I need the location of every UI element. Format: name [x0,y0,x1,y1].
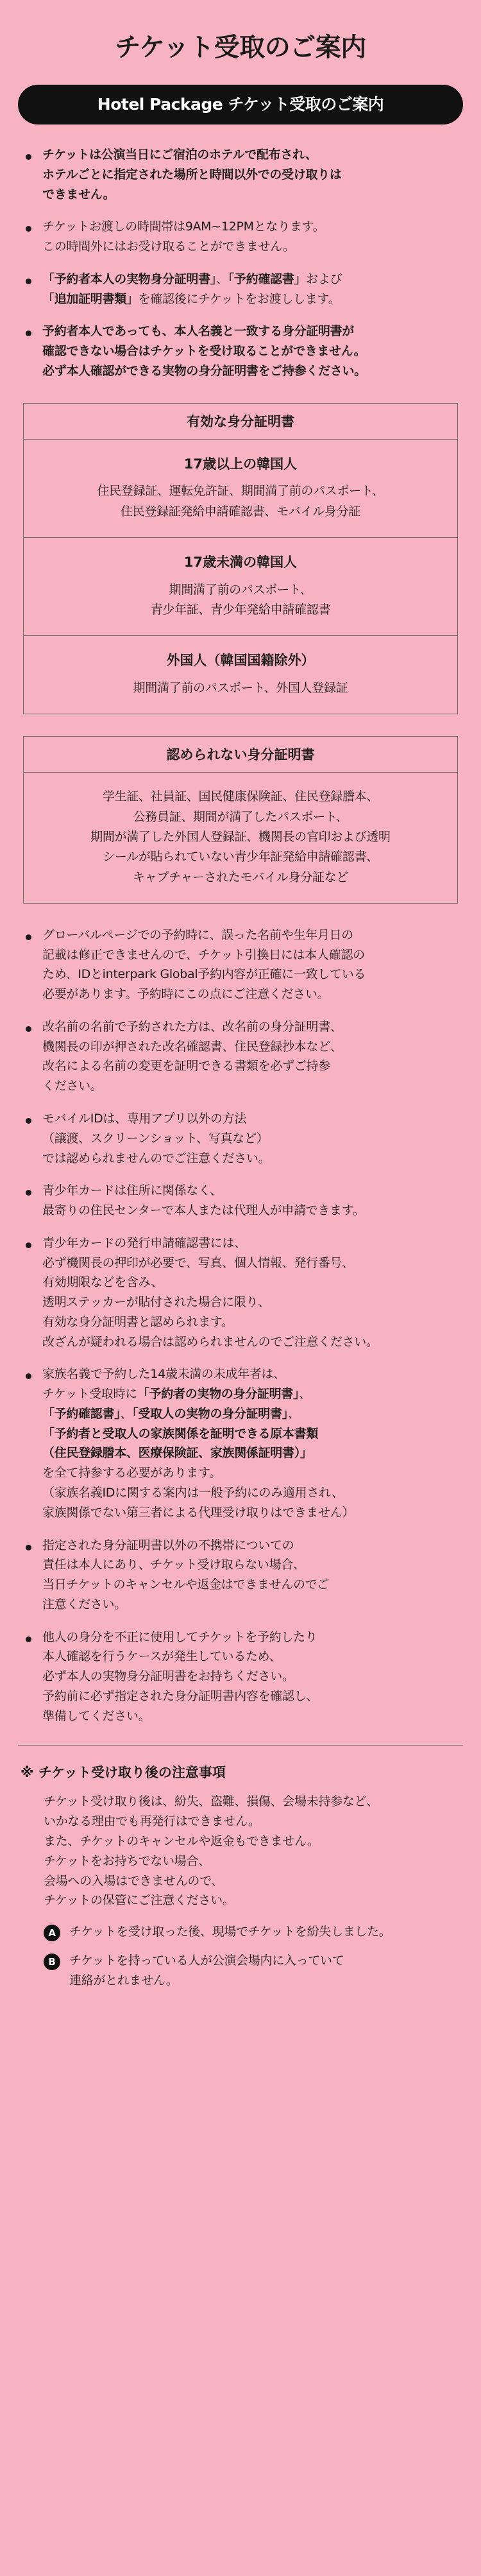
bullet-line: 確認できない場合はチケットを受け取ることができません。 [42,344,366,359]
text: 予約前に必ず指定された身分証明書内容を確認し、 [42,1688,319,1703]
notes-case-line: チケットを受け取った後、現場でチケットを紛失しました。 [69,1925,391,1939]
notes-line: また、チケットのキャンセルや返金もできません。 [44,1833,319,1848]
bold-text: 「追加証明書類」 [42,291,139,306]
bullet-line [42,1595,459,1615]
text: 準備してください。 [42,1708,151,1723]
notes-case-item [18,1922,463,1942]
text: 指定された身分証明書以外の不携帯についての [42,1538,294,1552]
text: 家族名義で予約した14歳未満の未成年者は、 [42,1367,285,1382]
text: 最寄りの住民センターで本人または代理人が申請できます。 [42,1203,365,1218]
bold-text: 「予約者と受取人の家族関係を証明できる原本書類 [42,1426,319,1441]
bullet-item [22,1181,459,1221]
bold-text: 「予約確認書」 [228,271,307,286]
cell-title: 17歳未満の韓国人 [183,554,298,570]
bullet-line [42,289,459,309]
text: モバイルIDは、専用アプリ以外の方法 [42,1112,247,1126]
text: 、 [120,1406,133,1421]
bullet-line [42,1076,459,1096]
text: 改名による名前の変更を証明できる書類を必ずご持参 [42,1059,330,1074]
bullet-line: チケットお渡しの時間帯は9AM~12PMとなります。 [42,219,325,234]
text: を確認後にチケットをお渡しします。 [138,291,341,306]
bullet-line [42,1443,459,1463]
circled-letter-icon: A [44,1925,60,1941]
bullet-line: 必ず本人確認ができる実物の身分証明書をご持参ください。 [42,363,366,378]
bullet-line: できません。 [42,187,115,202]
bullet-line [42,1575,459,1595]
bullet-line [42,1555,459,1575]
bullet-line [42,1273,459,1292]
text: （家族名義IDに関する案内は一般予約にのみ適用され、 [42,1486,344,1500]
bullet-line: ホテルごとに指定された場所と時間以外での受け取りは [42,167,342,182]
notes-case-line: 連絡がとれません。 [69,1973,178,1988]
cell-line: 住民登録証発給申請確認書、モバイル身分証 [120,504,360,519]
bullet-line [42,1149,459,1169]
page-title: チケット受取のご案内 [115,33,366,62]
bullet-item [22,322,459,381]
text: 改名前の名前で予約された方は、改名前の身分証明書、 [42,1019,342,1034]
text: グローバルページでの予約時に、誤った名前や生年月日の [42,927,353,942]
bullet-line [42,1627,459,1647]
notes-line: チケットの保管にご注意ください。 [44,1893,235,1908]
text: 青少年カードは住所に関係なく、 [42,1183,223,1198]
text: 改ざんが疑われる場合は認められませんのでご注意ください。 [42,1334,378,1349]
text: 、 [216,271,228,286]
text: 家族関係でない第三者による代理受け取りはできません） [42,1505,355,1520]
bullet-line [42,1687,459,1706]
bullet-line: チケットは公演当日にご宿泊のホテルで配布され、 [42,148,317,162]
bullet-line: 予約者本人であっても、本人名義と一致する身分証明書が [42,324,355,339]
bullet-line [42,965,459,984]
bullet-item [22,925,459,1004]
text: 必ず本人の実物身分証明書をお持ちください。 [42,1669,294,1684]
cell-line: 住民登録証、運転免許証、期間満了前のパスポート、 [97,484,384,499]
notes-case-item [18,1951,463,1991]
bold-text: 「予約確認書」 [42,1406,121,1421]
bullet-line [42,1292,459,1312]
bullet-line [42,1056,459,1076]
notes-line: チケット受け取り後は、紛失、盗難、損傷、会場未持参など、 [44,1794,378,1809]
bullet-item [22,1364,459,1522]
cell-body [31,481,450,522]
notes-line: 会場への入場はできませんので、 [44,1873,224,1888]
valid-id-table [23,403,458,715]
bullet-line [42,1706,459,1726]
bullet-line [42,1404,459,1424]
bullet-item [22,270,459,309]
text: ください。 [42,1079,103,1094]
bullet-line [42,1129,459,1149]
notes-line: いかなる理由でも再発行はできません。 [44,1814,260,1829]
bullet-line [42,1483,459,1503]
notes-body [18,1792,463,1911]
text: 有効期限などを含み、 [42,1275,164,1290]
text: 本人確認を行うケースが発生しているため、 [42,1649,282,1664]
bullet-line [42,925,459,945]
bullet-line [42,1536,459,1556]
bullet-line [42,1332,459,1352]
text: 、 [299,1387,311,1402]
cell-line: 青少年証、青少年発給申請確認書 [150,602,331,617]
bullet-line [42,1424,459,1444]
text: を全て持参する必要があります。 [42,1466,221,1481]
notes-line: チケットをお持ちでない場合、 [44,1853,210,1868]
text: 青少年カードの発行申請確認書には、 [42,1235,246,1250]
text: 必ず機関長の押印が必要で、写真、個人情報、発行番号、 [42,1255,354,1270]
text: 記載は修正できませんので、チケット引換日には本人確認の [42,947,365,962]
notes-items [18,1922,463,1990]
bullet-line [42,1503,459,1523]
bullet-item [22,217,459,257]
bullet-line [42,270,459,289]
bullet-item [22,1017,459,1096]
bullet-line [42,1109,459,1129]
notes-title: ※ チケット受け取り後の注意事項 [21,1765,226,1781]
valid-id-table-cell [24,440,457,538]
bullet-line: この時間外にはお受け取ることができません。 [42,239,295,254]
text: 機関長の印が押された改名確認書、住民登録抄本など、 [42,1039,342,1054]
text: （譲渡、スクリーンショット、写真など） [42,1131,269,1146]
text: 当日チケットのキャンセルや返金はできませんのでご [42,1577,330,1592]
cell-line: キャプチャーされたモバイル身分証など [132,870,349,884]
text: 注意ください。 [42,1597,126,1611]
bold-text: 「予約者の実物の身分証明書」 [137,1387,300,1402]
cell-line: シールが貼られていない青少年証発給申請確認書、 [103,850,378,864]
bullet-line [42,1017,459,1037]
bullet-item [22,145,459,204]
bullet-line [42,984,459,1004]
bullet-item [22,1536,459,1615]
valid-id-table-header: 有効な身分証明書 [24,404,457,440]
cell-line: 期間満了前のパスポート、 [169,582,312,597]
text: ため、IDとinterpark Global予約内容が正確に一致している [42,967,366,982]
text: および [306,271,342,286]
cell-body [31,678,450,698]
cell-line: 期間満了前のパスポート、外国人登録証 [133,680,348,695]
cell-title: 17歳以上の韓国人 [183,456,298,472]
bullet-list-bottom [18,925,463,1726]
text: 、 [287,1406,300,1421]
circled-letter-icon: B [44,1953,60,1970]
valid-id-table-cell [24,538,457,636]
text: 他人の身分を不正に使用してチケットを予約したり [42,1629,317,1644]
bullet-line [42,1253,459,1273]
bullet-line [42,1201,459,1221]
bullet-list-top [18,145,463,381]
bold-text: 「予約者本人の実物身分証明書」 [42,271,217,286]
cell-title: 外国人（韓国国籍除外） [166,653,315,669]
bullet-line [42,945,459,965]
valid-id-table-cell [24,636,457,714]
cell-line: 期間が満了した外国人登録証、機関長の官印および透明 [90,829,391,844]
bullet-line [42,1233,459,1253]
invalid-id-table [23,736,458,904]
bullet-line [42,1312,459,1332]
bullet-line [42,1037,459,1057]
bold-text: 「受取人の実物の身分証明書」 [132,1406,288,1421]
bullet-item [22,1233,459,1352]
invalid-id-table-header: 認められない身分証明書 [24,737,457,773]
text: 責任は本人にあり、チケット受け取らない場合、 [42,1558,305,1572]
section-header-pill: Hotel Package チケット受取のご案内 [18,85,463,125]
bullet-line [42,1463,459,1483]
cell-line: 公務員証、期間が満了したパスポート、 [133,809,348,824]
bullet-line [42,1181,459,1201]
invalid-id-list [31,787,450,888]
bullet-item [22,1109,459,1168]
text: 有効な身分証明書と認められます。 [42,1314,233,1329]
divider [18,1745,463,1746]
bullet-line [42,1667,459,1687]
invalid-id-table-cell [24,773,457,903]
text: 透明ステッカーが貼付された場合に限り、 [42,1295,270,1310]
bullet-line [42,1364,459,1384]
text: 必要があります。予約時にこの点にご注意ください。 [42,987,330,1002]
cell-body [31,580,450,621]
bullet-item [22,1627,459,1726]
notes-case-line: チケットを持っている人が公演会場内に入っていて [69,1953,344,1968]
bullet-line [42,1647,459,1667]
text: では認められませんのでご注意ください。 [42,1151,271,1165]
bold-text: （住民登録謄本、医療保険証、家族関係証明書）」 [42,1446,312,1461]
cell-line: 学生証、社員証、国民健康保険証、住民登録謄本、 [102,789,379,804]
text: チケット受取時に [42,1387,137,1402]
bullet-line [42,1384,459,1404]
